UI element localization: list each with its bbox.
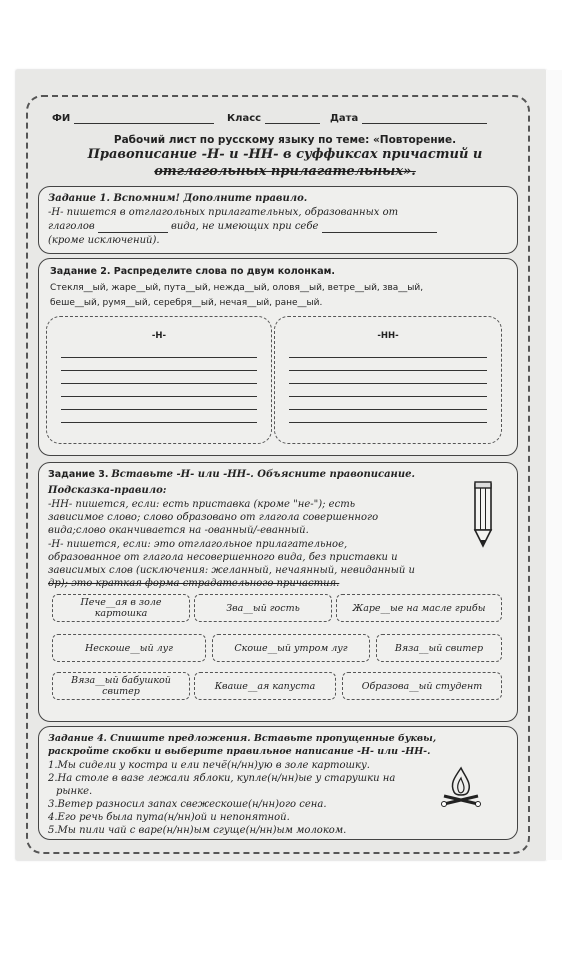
task3-rule-4: -Н- пишется, если: это отглагольное прилагательное, <box>48 539 348 550</box>
class-label: Класс <box>227 113 262 124</box>
task3-rule-6: зависимых слов (исключения: желанный, нечаянный, невиданный и <box>48 565 415 576</box>
column-n-header: -Н- <box>151 331 167 341</box>
task3-rule-2: зависимое слово; слово образовано от глагола совершенного <box>48 512 379 523</box>
task4-sentence-3: 3.Ветер разносил запах свежескоше(н/нн)ого сена. <box>48 799 327 810</box>
task1-line-2 <box>48 220 437 233</box>
task3-rule-3: вида;слово оканчивается на -ованный/-еванный. <box>48 525 309 536</box>
class-blank <box>265 123 320 124</box>
task3-rule-1: -НН- пишется, если: есть приставка (кроме "не-"); есть <box>48 499 356 510</box>
campfire-icon <box>438 764 484 808</box>
task4-sentence-5: 5.Мы пили чай с варе(н/нн)ым сгуще(н/нн)ым молоком. <box>48 825 347 836</box>
column-nn-line <box>289 422 487 423</box>
column-nn-line <box>289 383 487 384</box>
column-n-line <box>61 422 257 423</box>
column-n-line <box>61 409 257 410</box>
task4-title-2: раскройте скобки и выберите правильное написание -Н- или -НН-. <box>48 746 431 757</box>
task1-title: Задание 1. Вспомним! Дополните правило. <box>48 193 308 204</box>
task4-sentence-2b: рынке. <box>56 786 93 797</box>
date-field <box>330 113 487 124</box>
fio-label: ФИ <box>52 113 71 124</box>
title-line-2: Правописание -Н- и -НН- в суффиксах причастий и <box>87 147 483 162</box>
column-n-line <box>61 357 257 358</box>
column-nn-line <box>289 396 487 397</box>
title-line-3: отглагольных прилагательных». <box>154 164 416 179</box>
word-card: Вяза__ый бабушкой свитер <box>52 672 190 700</box>
task1-blank-2 <box>322 232 437 233</box>
column-nn <box>274 316 502 444</box>
fio-field <box>52 113 214 124</box>
word-card: Вяза__ый свитер <box>376 634 502 662</box>
word-card: Зва__ый гость <box>194 594 332 622</box>
word-card: Скоше__ый утром луг <box>212 634 370 662</box>
task2-words-1: Стекля__ый, жаре__ый, пута__ый, нежда__ый, оловя__ый, ветре__ый, зва__ый, <box>50 283 424 293</box>
column-n-line <box>61 383 257 384</box>
column-n <box>46 316 272 444</box>
column-nn-line <box>289 409 487 410</box>
task3-title-a: Задание 3. <box>48 469 109 480</box>
task3-rule-7: др); это краткая форма страдательного причастия. <box>48 578 340 589</box>
column-nn-header: -НН- <box>377 331 399 341</box>
column-nn-line <box>289 370 487 371</box>
column-n-line <box>61 370 257 371</box>
word-card: Жаре__ые на масле грибы <box>336 594 502 622</box>
task3-title <box>48 468 415 481</box>
task1-line-2a: глаголов <box>48 221 95 232</box>
pencil-icon <box>470 480 496 552</box>
task4-title-1: Задание 4. Спишите предложения. Вставьте пропущенные буквы, <box>48 733 437 744</box>
task3-rule-5: образованное от глагола несовершенного вида, без приставки и <box>48 552 398 563</box>
task2-title: Задание 2. Распределите слова по двум колонкам. <box>50 266 335 277</box>
task2-words-2: беше__ый, румя__ый, серебря__ый, нечая__ый, ране__ый. <box>50 298 323 308</box>
task4-sentence-1: 1.Мы сидели у костра и ели печё(н/нн)ую в золе картошку. <box>48 760 370 771</box>
task1-line-3: (кроме исключений). <box>48 235 160 246</box>
worksheet-title <box>65 134 505 180</box>
class-field <box>227 113 320 124</box>
task3-hint: Подсказка-правило: <box>48 485 167 496</box>
task4-sentence-4: 4.Его речь была пута(н/нн)ой и непонятной. <box>48 812 290 823</box>
word-card: Образова__ый студент <box>342 672 502 700</box>
date-label: Дата <box>330 113 359 124</box>
column-nn-line <box>289 357 487 358</box>
fio-blank <box>74 123 214 124</box>
word-card: Кваше__ая капуста <box>194 672 336 700</box>
date-blank <box>362 123 487 124</box>
task1-blank-1 <box>98 232 168 233</box>
task3-title-b: Вставьте -Н- или -НН-. Объясните правописание. <box>111 469 415 480</box>
task1-line-1: -Н- пишется в отглагольных прилагательных, образованных от <box>48 207 399 218</box>
task1-line-2b: вида, не имеющих при себе <box>171 221 319 232</box>
task4-sentence-2: 2.На столе в вазе лежали яблоки, купле(н/нн)ые у старушки на <box>48 773 396 784</box>
column-n-line <box>61 396 257 397</box>
page-edge <box>546 70 562 860</box>
word-card: Нескоше__ый луг <box>52 634 206 662</box>
title-line-1: Рабочий лист по русскому языку по теме: «Повторение. <box>113 134 457 146</box>
word-card: Пече__ая в золе картошка <box>52 594 190 622</box>
